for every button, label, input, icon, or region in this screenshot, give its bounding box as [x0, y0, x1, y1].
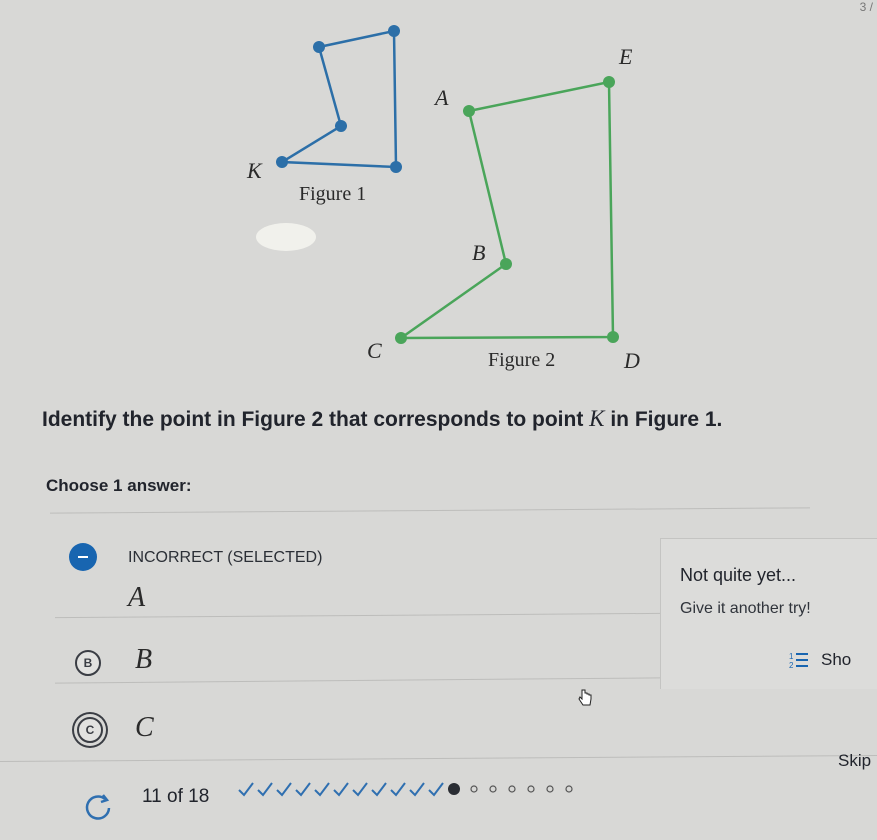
- progress-check-icon: [372, 783, 386, 795]
- show-hints-label: Sho: [821, 650, 852, 669]
- progress-track: [237, 776, 617, 802]
- figure-1-vertices: [276, 25, 402, 173]
- selected-status-text: INCORRECT (SELECTED): [128, 549, 323, 566]
- progress-check-icon: [296, 783, 310, 795]
- question-text-start: Identify the point in Figure 2 that corresponds to point: [42, 408, 590, 431]
- divider: [50, 507, 810, 513]
- figure-1-vertex: [335, 120, 347, 132]
- progress-current-dot: [448, 783, 460, 795]
- incorrect-status-icon: [69, 543, 97, 571]
- refresh-icon[interactable]: [83, 792, 113, 822]
- progress-check-icon: [239, 783, 253, 795]
- point-label-k: K: [247, 158, 262, 183]
- page-number: 3 /: [859, 0, 873, 14]
- figures-diagram: [0, 0, 877, 400]
- show-hints-button[interactable]: [789, 650, 851, 670]
- progress-check-icon: [391, 783, 405, 795]
- screen-glare: [256, 223, 316, 251]
- footer-divider: [0, 755, 877, 762]
- progress-check-icon: [353, 783, 367, 795]
- progress-check-icon: [258, 783, 272, 795]
- figure-2-vertices: [395, 76, 619, 344]
- progress-check-icon: [429, 783, 443, 795]
- point-label-d: D: [624, 348, 640, 373]
- point-label-b: B: [472, 240, 486, 265]
- figure-2-vertex-d: [607, 331, 619, 343]
- progress-check-icon: [334, 783, 348, 795]
- progress-remaining-dot: [471, 786, 477, 792]
- hand-cursor-icon: [576, 688, 594, 708]
- progress-check-icon: [315, 783, 329, 795]
- figure-2-vertex-c: [395, 332, 407, 344]
- progress-remaining-dot: [490, 786, 496, 792]
- figure-2-vertex-e: [603, 76, 615, 88]
- figure-1-vertex: [388, 25, 400, 37]
- figure-2-caption: Figure 2: [488, 349, 556, 371]
- question-variable: K: [589, 406, 605, 431]
- point-label-a: A: [435, 85, 449, 110]
- figure-1-caption: Figure 1: [299, 183, 367, 205]
- question-text: [42, 406, 722, 432]
- figure-1-vertex: [313, 41, 325, 53]
- progress-remaining-dot: [528, 786, 534, 792]
- choice-c[interactable]: [55, 705, 655, 753]
- choice-b-badge: B: [75, 650, 101, 676]
- progress-remaining-dot: [509, 786, 515, 792]
- progress-remaining-dot: [547, 786, 553, 792]
- figure-2-vertex-a: [463, 105, 475, 117]
- feedback-subtitle: Give it another try!: [680, 600, 811, 617]
- skip-button[interactable]: Skip: [838, 751, 872, 770]
- choice-b-label: B: [135, 644, 153, 675]
- feedback-panel: [660, 538, 877, 689]
- figure-1-vertex-k: [276, 156, 288, 168]
- point-label-c: C: [367, 338, 382, 363]
- figure-2-shape: [401, 82, 613, 338]
- feedback-title: Not quite yet...: [680, 565, 797, 585]
- progress-check-icon: [410, 783, 424, 795]
- choose-label: Choose 1 answer:: [46, 476, 192, 495]
- svg-text:1: 1: [789, 652, 794, 661]
- figure-1-vertex: [390, 161, 402, 173]
- choice-a-label: A: [128, 582, 146, 613]
- progress-text: 11 of 18: [142, 786, 210, 807]
- progress-check-icon: [277, 783, 291, 795]
- svg-text:2: 2: [789, 661, 794, 669]
- figure-2-vertex-b: [500, 258, 512, 270]
- point-label-e: E: [619, 44, 633, 69]
- choice-c-label: C: [135, 712, 154, 743]
- numbered-list-icon: [789, 651, 809, 669]
- progress-remaining-dot: [566, 786, 572, 792]
- figure-1-shape: [282, 31, 396, 167]
- question-text-end: in Figure 1.: [604, 408, 723, 431]
- choice-c-badge: C: [77, 717, 103, 743]
